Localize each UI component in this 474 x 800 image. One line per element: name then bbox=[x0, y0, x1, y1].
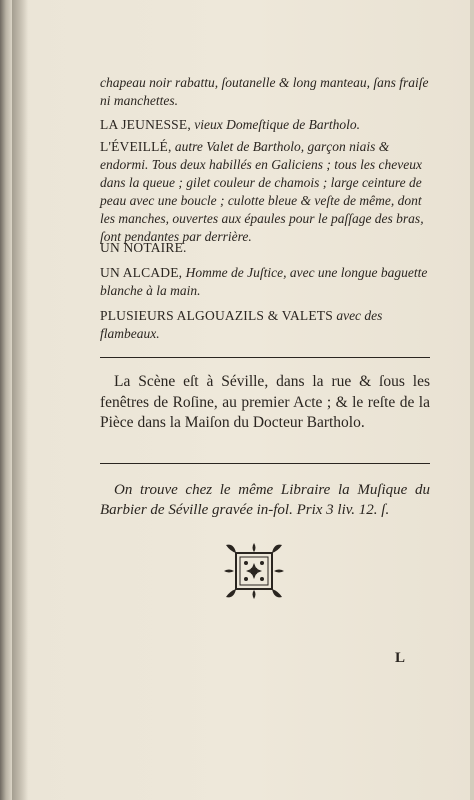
scene-note: La Scène eſt à Séville, dans la rue & ſous les fenêtres de Roſine, au premier Acte ; & le reſte de la Pièce dans la Maiſon du Docteur Bartholo. bbox=[100, 373, 430, 431]
role-description: avec des flambeaux. bbox=[100, 308, 383, 341]
role-description: Homme de Juſtice, avec une longue baguette blanche à la main. bbox=[100, 265, 428, 298]
role-name: UN ALCADE, bbox=[100, 265, 183, 280]
role-name: LA JEUNESSE, bbox=[100, 117, 191, 132]
role-entry bbox=[100, 264, 430, 300]
role-description: vieux Domeſtique de Bartholo. bbox=[194, 117, 361, 132]
role-entry bbox=[100, 138, 430, 246]
role-name: L'ÉVEILLÉ, bbox=[100, 139, 172, 154]
role-name: UN NOTAIRE. bbox=[100, 240, 187, 255]
page-gutter bbox=[12, 0, 28, 800]
role-name: PLUSIEURS ALGOUAZILS & VALETS bbox=[100, 308, 333, 323]
continuation-text: chapeau noir rabattu, ſoutanelle & long manteau, ſans fraiſe ni manchettes. bbox=[100, 75, 429, 108]
printer-ornament-icon bbox=[222, 541, 286, 601]
signature-mark: L bbox=[395, 650, 406, 666]
role-entry bbox=[100, 116, 430, 134]
divider-rule bbox=[100, 463, 430, 464]
role-entry bbox=[100, 239, 430, 257]
role-description: autre Valet de Bartholo, garçon niais & endormi. Tous deux habillés en Galiciens ; tous les cheveux dans la queue ; gilet couleur de chamois ; large ceinture de peau avec une boucle ; culotte bleue & veſte de même, dont les manches, ouvertes aux épaules pour le paſſage des bras, ſont pendantes par derrière. bbox=[100, 139, 424, 244]
role-entry bbox=[100, 307, 430, 343]
publisher-notice: On trouve chez le même Libraire la Muſique du Barbier de Séville gravée in-fol. Prix 3 liv. 12. ſ. bbox=[100, 482, 430, 518]
divider-rule bbox=[100, 357, 430, 358]
page-edge bbox=[470, 0, 474, 800]
